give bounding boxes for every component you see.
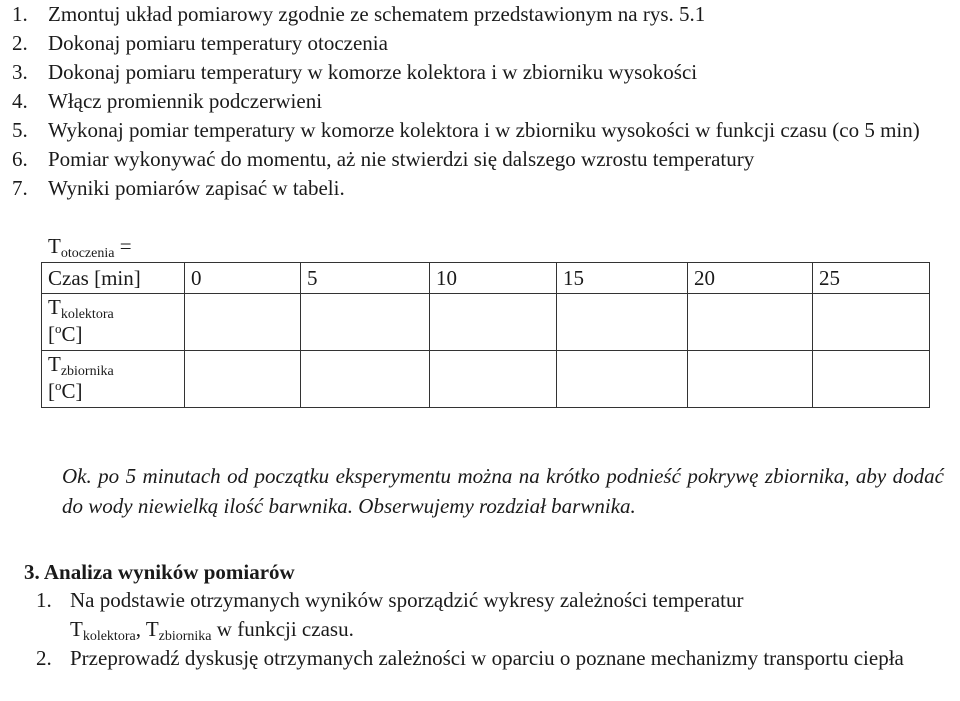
step-number: 2. xyxy=(12,31,28,55)
step-text: Wykonaj pomiar temperatury w komorze kolektora i w zbiorniku wysokości w funkcji czasu (co 5 min) xyxy=(48,118,920,142)
section-heading xyxy=(24,558,295,587)
temp-subscript: zbiornika xyxy=(158,629,212,644)
empty-cell[interactable] xyxy=(185,351,301,408)
temp-symbol: T xyxy=(48,295,61,319)
analysis-item-2 xyxy=(0,644,960,673)
unit-bracket: [ xyxy=(48,379,55,403)
tank-temp-row xyxy=(42,351,930,408)
step-text: Pomiar wykonywać do momentu, aż nie stwierdzi się dalszego wzrostu temperatury xyxy=(48,147,755,171)
step-number: 4. xyxy=(12,89,28,113)
degree-mark: o xyxy=(55,321,62,336)
time-cell: 10 xyxy=(430,263,557,294)
step-text: Dokonaj pomiaru temperatury otoczenia xyxy=(48,31,388,55)
empty-cell[interactable] xyxy=(813,294,930,351)
temp-symbol: T xyxy=(48,352,61,376)
temp-symbol: T xyxy=(145,617,159,641)
step-2 xyxy=(0,29,960,58)
time-cell: 25 xyxy=(813,263,930,294)
step-text: Wyniki pomiarów zapisać w tabeli. xyxy=(48,176,345,200)
item-number: 2. xyxy=(36,646,52,670)
empty-cell[interactable] xyxy=(185,294,301,351)
collector-temp-row xyxy=(42,294,930,351)
empty-cell[interactable] xyxy=(301,294,430,351)
section-title: Analiza wyników pomiarów xyxy=(43,560,295,584)
item-text: Przeprowadź dyskusję otrzymanych zależności w oparciu o poznane mechanizmy transportu ciepła xyxy=(70,646,904,670)
step-number: 3. xyxy=(12,60,28,84)
step-text: Dokonaj pomiaru temperatury w komorze kolektora i w zbiorniku wysokości xyxy=(48,60,698,84)
dye-note: Ok. po 5 minutach od początku eksperymentu można na krótko podnieść pokrywę zbiornika, aby dodać do wody niewielką ilość barwnika. Obserwujemy rozdział barwnika. xyxy=(62,464,944,518)
step-1 xyxy=(0,0,960,29)
temp-subscript: zbiornika xyxy=(60,364,114,379)
empty-cell[interactable] xyxy=(301,351,430,408)
step-text: Włącz promiennik podczerwieni xyxy=(48,89,323,113)
step-4 xyxy=(0,87,960,116)
instruction-steps xyxy=(0,0,960,203)
step-text: Zmontuj układ pomiarowy zgodnie ze schematem przedstawionym na rys. 5.1 xyxy=(48,2,706,26)
empty-cell[interactable] xyxy=(430,351,557,408)
item-text xyxy=(70,586,945,644)
step-number: 6. xyxy=(12,147,28,171)
separator: , xyxy=(135,617,146,641)
empty-cell[interactable] xyxy=(557,294,688,351)
step-number: 5. xyxy=(12,118,28,142)
tank-temp-label xyxy=(42,351,185,408)
step-number: 1. xyxy=(12,2,28,26)
empty-cell[interactable] xyxy=(688,351,813,408)
temp-symbol: T xyxy=(48,234,61,258)
unit-text: C] xyxy=(61,379,83,403)
unit-bracket: [ xyxy=(48,322,55,346)
unit-text: C] xyxy=(61,322,83,346)
step-number: 7. xyxy=(12,176,28,200)
section-number: 3. xyxy=(24,560,40,584)
empty-cell[interactable] xyxy=(688,294,813,351)
time-cell: 20 xyxy=(688,263,813,294)
item-text-part: w funkcji czasu. xyxy=(211,617,354,641)
empty-cell[interactable] xyxy=(813,351,930,408)
time-header-row xyxy=(42,263,930,294)
time-label-cell: Czas [min] xyxy=(42,263,185,294)
step-6 xyxy=(0,145,960,174)
collector-temp-label xyxy=(42,294,185,351)
measurement-table xyxy=(41,262,930,408)
step-5 xyxy=(0,116,960,145)
temp-subscript: otoczenia xyxy=(60,246,115,261)
temp-subscript: kolektora xyxy=(82,629,136,644)
empty-cell[interactable] xyxy=(557,351,688,408)
ambient-temperature-label xyxy=(48,232,132,261)
item-text-part: Na podstawie otrzymanych wyników sporządzić wykresy zależności temperatur xyxy=(70,588,744,612)
analysis-item-1 xyxy=(0,586,960,644)
step-3 xyxy=(0,58,960,87)
item-number: 1. xyxy=(36,588,52,612)
time-cell: 5 xyxy=(301,263,430,294)
step-7 xyxy=(0,174,960,203)
analysis-list xyxy=(0,586,960,673)
empty-cell[interactable] xyxy=(430,294,557,351)
equals-sign: = xyxy=(114,234,132,258)
time-cell: 15 xyxy=(557,263,688,294)
temp-symbol: T xyxy=(70,617,83,641)
time-cell: 0 xyxy=(185,263,301,294)
temp-subscript: kolektora xyxy=(60,307,114,322)
degree-mark: o xyxy=(55,378,62,393)
